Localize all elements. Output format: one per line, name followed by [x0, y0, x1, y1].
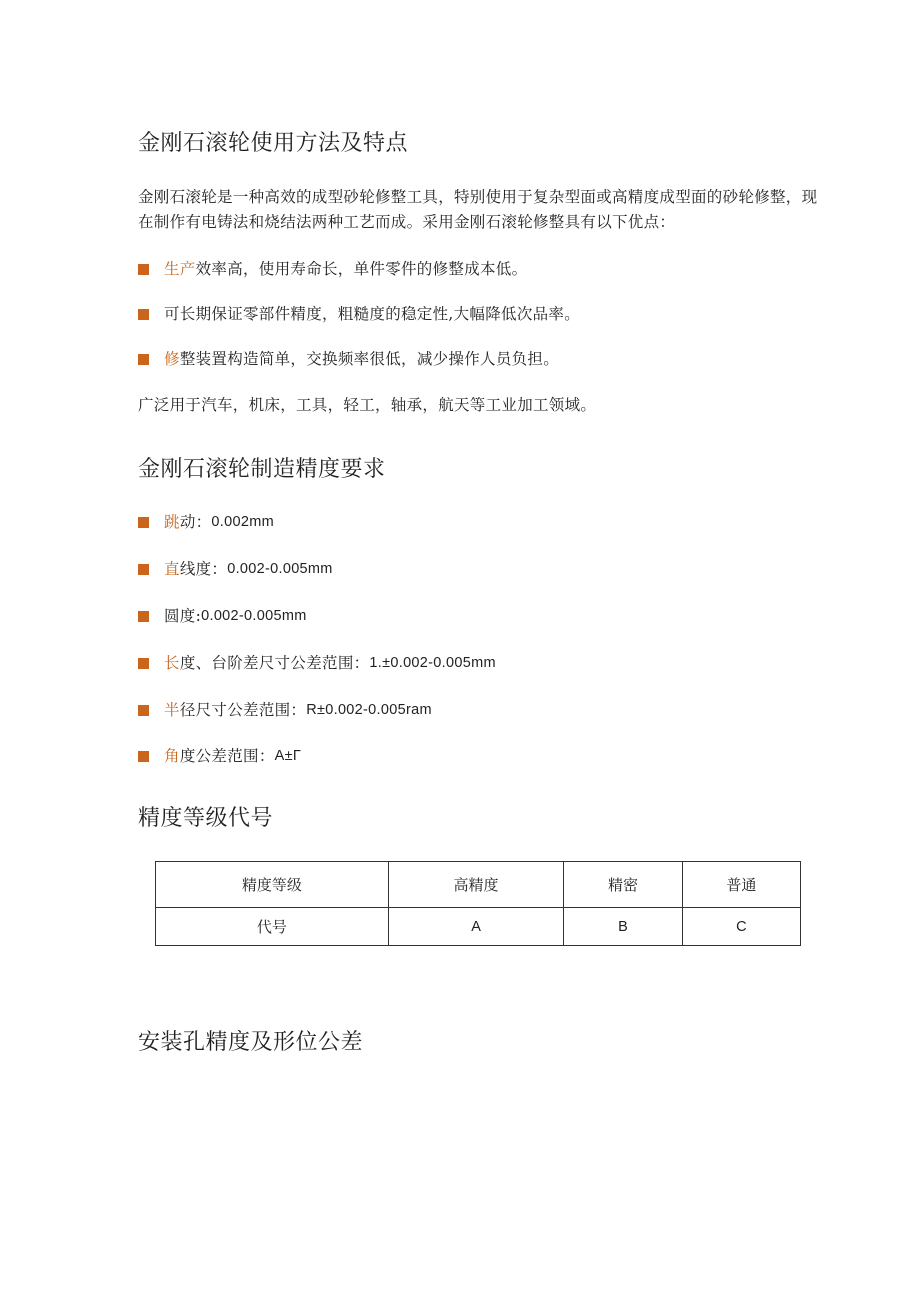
table-cell: 普通	[682, 862, 800, 908]
grade-title: 精度等级代号	[138, 806, 274, 831]
table-cell: 精度等级	[156, 862, 389, 908]
table-cell: C	[682, 908, 800, 946]
item-first: 修	[164, 350, 180, 368]
item-rest: 效率高，使用寿命长，单件零件的修整成本低。	[195, 260, 528, 278]
square-bullet-icon	[138, 264, 149, 275]
item-first: 角	[164, 747, 180, 765]
item-value: 0.002-0.005mm	[201, 608, 307, 624]
table-cell: 高精度	[388, 862, 564, 908]
precision-item-length	[138, 652, 496, 674]
table-row	[156, 862, 801, 908]
item-first: 跳	[164, 513, 180, 531]
item-rest: 度公差范围：	[179, 747, 275, 765]
precision-item-runout	[138, 511, 274, 533]
table-cell: 代号	[156, 908, 389, 946]
item-first: 长	[164, 654, 180, 672]
table-row	[156, 908, 801, 946]
square-bullet-icon	[138, 564, 149, 575]
table-cell: A	[388, 908, 564, 946]
advantage-item-3	[138, 348, 559, 370]
item-first: 生产	[164, 260, 196, 278]
item-rest: 动：	[179, 513, 212, 531]
square-bullet-icon	[138, 658, 149, 669]
item-rest: 圆度:	[164, 607, 202, 625]
table-cell: B	[564, 908, 682, 946]
square-bullet-icon	[138, 611, 149, 622]
intro-paragraph: 金刚石滚轮是一种高效的成型砂轮修整工具，特别使用于复杂型面或高精度成型面的砂轮修整，现在制作有电铸法和烧结法两种工艺而成。采用金刚石滚轮修整具有以下优点：	[138, 188, 818, 231]
usage-paragraph: 广泛用于汽车，机床，工具，轻工，轴承，航天等工业加工领域。	[138, 396, 597, 414]
square-bullet-icon	[138, 751, 149, 762]
precision-item-radius	[138, 699, 432, 721]
precision-item-angle	[138, 745, 301, 767]
item-value: A±Γ	[274, 748, 302, 764]
hole-title: 安装孔精度及形位公差	[138, 1030, 364, 1055]
advantage-item-2	[138, 303, 580, 325]
item-rest: 整装置构造简单，交换频率很低，减少操作人员负担。	[179, 350, 560, 368]
square-bullet-icon	[138, 309, 149, 320]
square-bullet-icon	[138, 354, 149, 365]
intro-title: 金刚石滚轮使用方法及特点	[138, 131, 409, 156]
item-rest: 线度：	[179, 560, 228, 578]
item-value: R±0.002-0.005ram	[306, 702, 432, 718]
item-first: 直	[164, 560, 180, 578]
item-value: 0.002-0.005mm	[227, 561, 333, 577]
item-rest: 径尺寸公差范围：	[179, 701, 307, 719]
table-cell: 精密	[564, 862, 682, 908]
advantage-item-1	[138, 258, 527, 280]
item-rest: 可长期保证零部件精度，粗糙度的稳定性,大幅降低次品率。	[164, 305, 581, 323]
precision-title: 金刚石滚轮制造精度要求	[138, 457, 386, 482]
precision-item-straightness	[138, 558, 333, 580]
grade-table	[155, 861, 801, 946]
item-rest: 度、台阶差尺寸公差范围：	[179, 654, 370, 672]
precision-item-roundness	[138, 605, 307, 627]
square-bullet-icon	[138, 517, 149, 528]
item-value: 0.002mm	[211, 514, 274, 530]
item-first: 半	[164, 701, 180, 719]
item-value: 1.±0.002-0.005mm	[369, 655, 496, 671]
square-bullet-icon	[138, 705, 149, 716]
